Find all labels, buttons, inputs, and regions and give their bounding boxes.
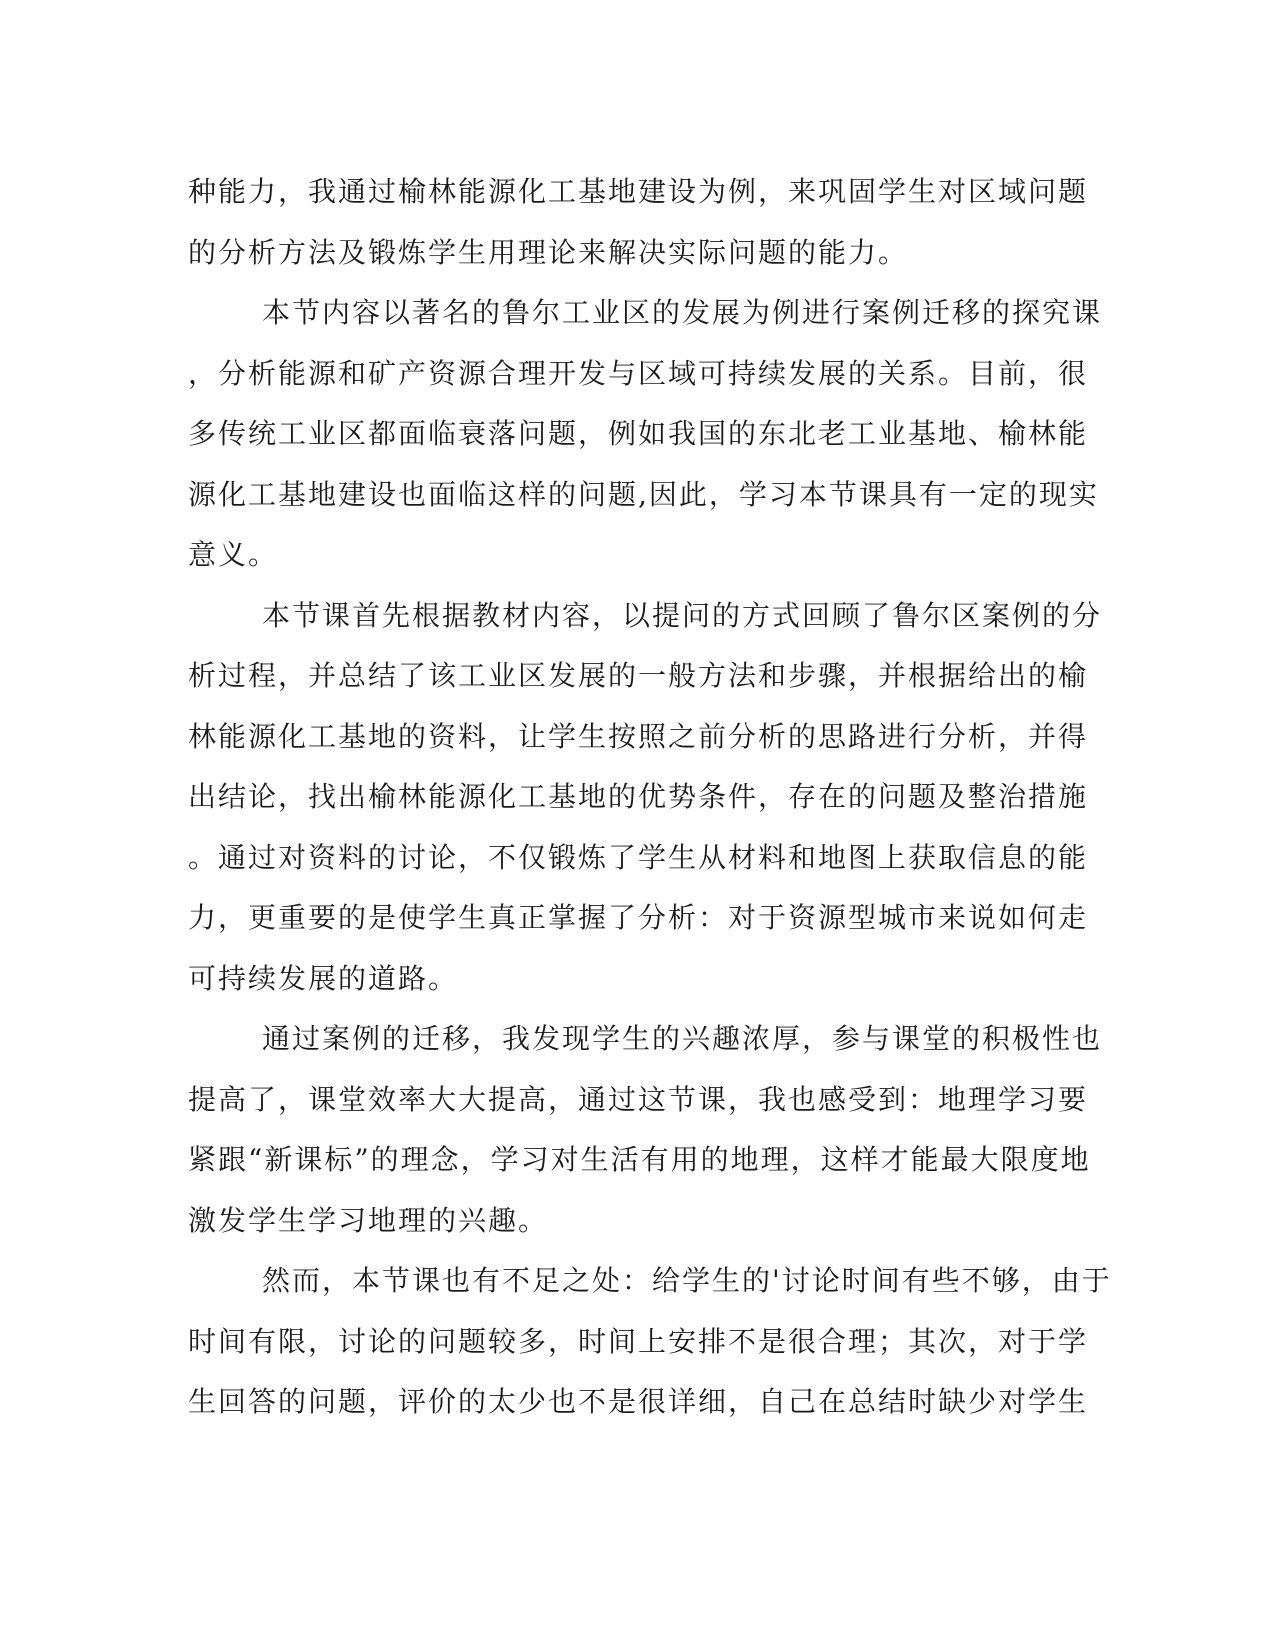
text-line: 源化工基地建设也面临这样的问题,因此，学习本节课具有一定的现实 [188,477,1099,511]
text-line: 多传统工业区都面临衰落问题，例如我国的东北老工业基地、榆林能 [188,417,1089,450]
text-line: 林能源化工基地的资料，让学生按照之前分析的思路进行分析，并得 [188,719,1089,753]
paragraph-first-line: 通过案例的迁移，我发现学生的兴趣浓厚，参与课堂的积极性也 [262,1022,1103,1055]
text-line: 。通过对资料的讨论，不仅锻炼了学生从材料和地图上获取信息的能 [188,840,1089,874]
text-line: 种能力，我通过榆林能源化工基地建设为例，来巩固学生对区域问题 [188,175,1089,208]
text-line: 生回答的问题，评价的太少也不是很详细，自己在总结时缺少对学生 [188,1385,1089,1418]
paragraph-first-line: 本节内容以著名的鲁尔工业区的发展为例进行案例迁移的探究课 [262,296,1103,329]
text-line: 析过程，并总结了该工业区发展的一般方法和步骤，并根据给出的榆 [188,659,1089,692]
text-line: 时间有限，讨论的问题较多，时间上安排不是很合理；其次，对于学 [188,1324,1089,1358]
text-line: 提高了，课堂效率大大提高，通过这节课，我也感受到：地理学习要 [188,1082,1089,1116]
text-line: 出结论，找出榆林能源化工基地的优势条件，存在的问题及整治措施 [188,780,1089,813]
text-line: 紧跟“新课标”的理念，学习对生活有用的地理，这样才能最大限度地 [188,1143,1091,1176]
text-line: 激发学生学习地理的兴趣。 [188,1203,549,1237]
text-line: 意义。 [188,538,279,571]
text-line: 可持续发展的道路。 [188,961,459,995]
text-line: 的分析方法及锻炼学生用理论来解决实际问题的能力。 [188,235,909,269]
paragraph-first-line: 然而，本节课也有不足之处：给学生的'讨论时间有些不够，由于 [262,1264,1112,1297]
text-line: ，分析能源和矿产资源合理开发与区域可持续发展的关系。目前，很 [188,356,1089,390]
paragraph-first-line: 本节课首先根据教材内容，以提问的方式回顾了鲁尔区案例的分 [262,598,1103,632]
document-body [188,162,1112,1433]
text-line: 力，更重要的是使学生真正掌握了分析：对于资源型城市来说如何走 [188,901,1089,934]
